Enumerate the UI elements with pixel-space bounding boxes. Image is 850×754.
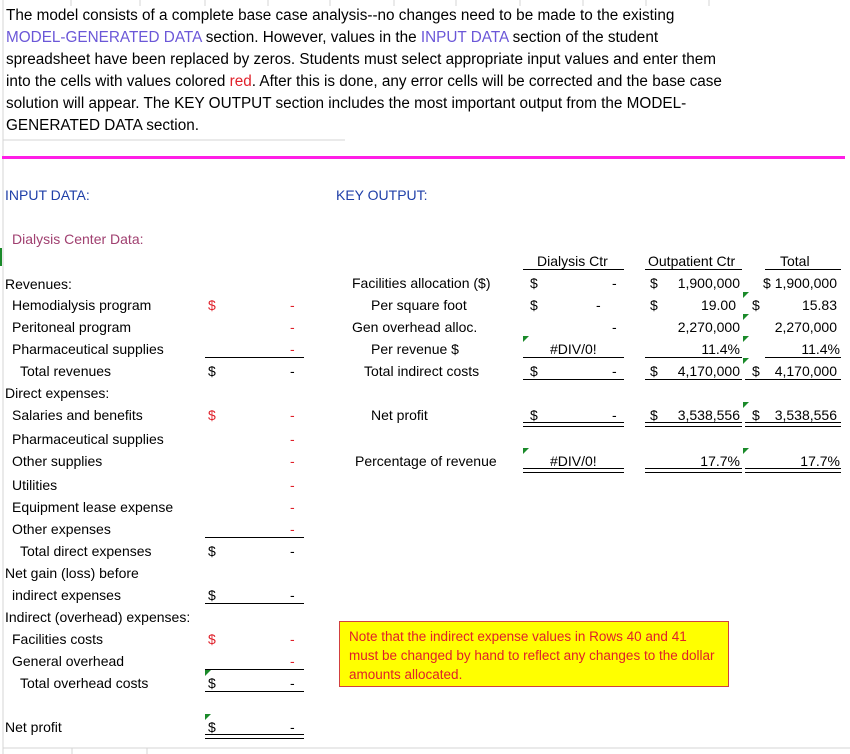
double-underline — [523, 468, 624, 473]
outpatient-gen-value: 2,270,000 — [677, 319, 740, 335]
intro-text-1: The model consists of a complete base case analysis--no changes need to be made to the existing — [6, 7, 675, 24]
direct-expenses-label: Direct expenses: — [5, 385, 110, 401]
active-cell-marker — [0, 248, 2, 266]
error-flag-icon — [743, 292, 749, 298]
revenues-label: Revenues: — [5, 276, 72, 292]
per-revenue-label: Per revenue $ — [371, 341, 459, 357]
underline — [205, 691, 304, 692]
facilities-costs-label: Facilities costs — [12, 631, 104, 647]
total-overhead-dollar: $ — [208, 675, 216, 691]
total-net-profit-value: 3,538,556 — [774, 407, 837, 423]
total-total-indirect-dollar: $ — [752, 363, 760, 379]
net-gain-label-line2: indirect expenses — [12, 587, 121, 603]
percentage-of-revenue-label: Percentage of revenue — [355, 453, 497, 469]
general-overhead-value[interactable]: - — [290, 653, 295, 669]
pharm-supplies-expense-value[interactable]: - — [290, 431, 295, 447]
total-direct-expenses-label: Total direct expenses — [20, 543, 152, 559]
double-underline — [645, 468, 742, 473]
intro-text-3: section of the student spreadsheet have been replaced by zeros. Students must select appropriate input values and enter them into the cells with values colored — [6, 29, 717, 90]
total-per-revenue-value: 11.4% — [801, 341, 840, 357]
error-flag-icon — [743, 314, 749, 320]
underline — [523, 357, 624, 358]
pharm-supplies-revenue-value[interactable]: - — [290, 341, 295, 357]
facilities-costs-dollar[interactable]: $ — [208, 631, 216, 647]
error-flag-icon — [743, 402, 749, 408]
underline — [205, 603, 304, 604]
pharm-supplies-expense-label: Pharmaceutical supplies — [12, 431, 164, 447]
outpatient-net-profit-value: 3,538,556 — [677, 407, 740, 423]
utilities-label: Utilities — [12, 477, 58, 493]
equipment-lease-label: Equipment lease expense — [12, 499, 174, 515]
general-overhead-label: General overhead — [12, 653, 125, 669]
underline — [205, 357, 304, 358]
note-callout: Note that the indirect expense values in Rows 40 and 41 must be changed by hand to reflect any changes to the dollar amounts allocated. — [339, 621, 729, 687]
key-output-header: KEY OUTPUT: — [336, 187, 428, 203]
input-data-header: INPUT DATA: — [5, 187, 90, 203]
total-indirect-costs-label: Total indirect costs — [364, 363, 480, 379]
underline — [645, 357, 742, 358]
intro-text-4: . After this is done, any error cells will be corrected and the base case solution will appear. The KEY OUTPUT section includes the most important output from the MODEL-GENERATED DATA section. — [6, 73, 722, 134]
outpatient-fac-value: 1,900,000 — [677, 275, 740, 291]
dialysis-fac-dollar: $ — [530, 275, 538, 291]
outpatient-per-revenue-value: 11.4% — [701, 341, 740, 357]
intro-text-2: section. However, values in the — [201, 29, 421, 46]
underline — [205, 537, 304, 538]
key-net-profit-label: Net profit — [371, 407, 428, 423]
dialysis-per-revenue-error: #DIV/0! — [550, 341, 597, 357]
hemodialysis-value[interactable]: - — [290, 297, 295, 313]
peritoneal-label: Peritoneal program — [12, 319, 132, 335]
total-revenues-dollar: $ — [208, 363, 216, 379]
total-direct-value: - — [290, 543, 295, 559]
outpatient-sqft-value: 19.00 — [700, 297, 736, 313]
intro-input-data: INPUT DATA — [420, 29, 509, 46]
outpatient-net-profit-dollar: $ — [650, 407, 658, 423]
total-fac-dollar: $ — [763, 275, 771, 291]
other-expenses-label: Other expenses — [12, 521, 111, 537]
dialysis-sqft-dollar: $ — [530, 297, 538, 313]
utilities-value[interactable]: - — [290, 477, 295, 493]
dialysis-total-indirect-value: - — [612, 363, 617, 379]
outpatient-total-indirect-dollar: $ — [650, 363, 658, 379]
error-flag-icon — [743, 358, 749, 364]
dialysis-net-profit-value: - — [612, 407, 617, 423]
total-revenues-label: Total revenues — [20, 363, 112, 379]
error-flag-icon — [743, 448, 749, 454]
dialysis-sqft-value: - — [596, 297, 601, 313]
intro-model-generated: MODEL-GENERATED DATA — [6, 29, 202, 46]
hemodialysis-label: Hemodialysis program — [12, 297, 152, 313]
salaries-value[interactable]: - — [290, 407, 295, 423]
col-outpatient-header: Outpatient Ctr — [648, 253, 736, 269]
double-underline — [745, 468, 841, 473]
error-flag-icon — [523, 448, 529, 454]
other-expenses-value[interactable]: - — [290, 521, 295, 537]
double-underline — [523, 422, 624, 427]
other-supplies-label: Other supplies — [12, 453, 103, 469]
dialysis-net-profit-dollar: $ — [530, 407, 538, 423]
underline — [765, 357, 841, 358]
hemodialysis-dollar[interactable]: $ — [208, 297, 216, 313]
double-underline — [645, 422, 742, 427]
underline — [523, 379, 624, 380]
intro-red-word: red — [229, 73, 252, 90]
outpatient-pct-value: 17.7% — [700, 453, 740, 469]
net-gain-value: - — [290, 587, 295, 603]
net-profit-label: Net profit — [5, 719, 62, 735]
indirect-expenses-label: Indirect (overhead) expenses: — [5, 609, 191, 625]
salaries-dollar[interactable]: $ — [208, 407, 216, 423]
outpatient-total-indirect-value: 4,170,000 — [677, 363, 740, 379]
double-underline — [745, 422, 841, 427]
total-gen-value: 2,270,000 — [774, 319, 837, 335]
section-divider — [2, 156, 845, 159]
dialysis-total-indirect-dollar: $ — [530, 363, 538, 379]
underline — [523, 269, 624, 270]
total-overhead-value: - — [290, 675, 295, 691]
net-gain-dollar: $ — [208, 587, 216, 603]
net-profit-value: - — [290, 719, 295, 735]
total-pct-value: 17.7% — [800, 453, 840, 469]
peritoneal-value[interactable]: - — [290, 319, 295, 335]
error-flag-icon — [743, 336, 749, 342]
equipment-lease-value[interactable]: - — [290, 499, 295, 515]
total-sqft-value: 15.83 — [801, 297, 837, 313]
facilities-allocation-label: Facilities allocation ($) — [352, 275, 491, 291]
gen-overhead-alloc-label: Gen overhead alloc. — [352, 319, 478, 335]
underline — [645, 379, 742, 380]
underline — [205, 669, 304, 670]
total-direct-dollar: $ — [208, 543, 216, 559]
underline — [645, 269, 742, 270]
salaries-label: Salaries and benefits — [12, 407, 143, 423]
per-square-foot-label: Per square foot — [371, 297, 467, 313]
net-gain-label-line1: Net gain (loss) before — [5, 565, 139, 581]
other-supplies-value[interactable]: - — [290, 453, 295, 469]
total-total-indirect-value: 4,170,000 — [774, 363, 837, 379]
total-net-profit-dollar: $ — [752, 407, 760, 423]
total-sqft-dollar: $ — [752, 297, 760, 313]
col-total-header: Total — [780, 253, 810, 269]
dialysis-pct-error: #DIV/0! — [550, 453, 597, 469]
underline — [745, 379, 841, 380]
total-revenues-value: - — [290, 363, 295, 379]
dialysis-fac-value: - — [612, 275, 617, 291]
instructions-paragraph — [6, 5, 736, 137]
col-dialysis-header: Dialysis Ctr — [537, 253, 608, 269]
dialysis-center-data-label: Dialysis Center Data: — [12, 231, 144, 247]
net-profit-dollar: $ — [208, 719, 216, 735]
outpatient-fac-dollar: $ — [650, 275, 658, 291]
error-flag-icon — [523, 336, 529, 342]
total-overhead-label: Total overhead costs — [20, 675, 149, 691]
dialysis-gen-value: - — [612, 319, 617, 335]
outpatient-sqft-dollar: $ — [650, 297, 658, 313]
underline — [765, 269, 841, 270]
pharm-supplies-revenue-label: Pharmaceutical supplies — [12, 341, 164, 357]
double-underline — [205, 734, 304, 739]
total-fac-value: 1,900,000 — [774, 275, 837, 291]
facilities-costs-value[interactable]: - — [290, 631, 295, 647]
